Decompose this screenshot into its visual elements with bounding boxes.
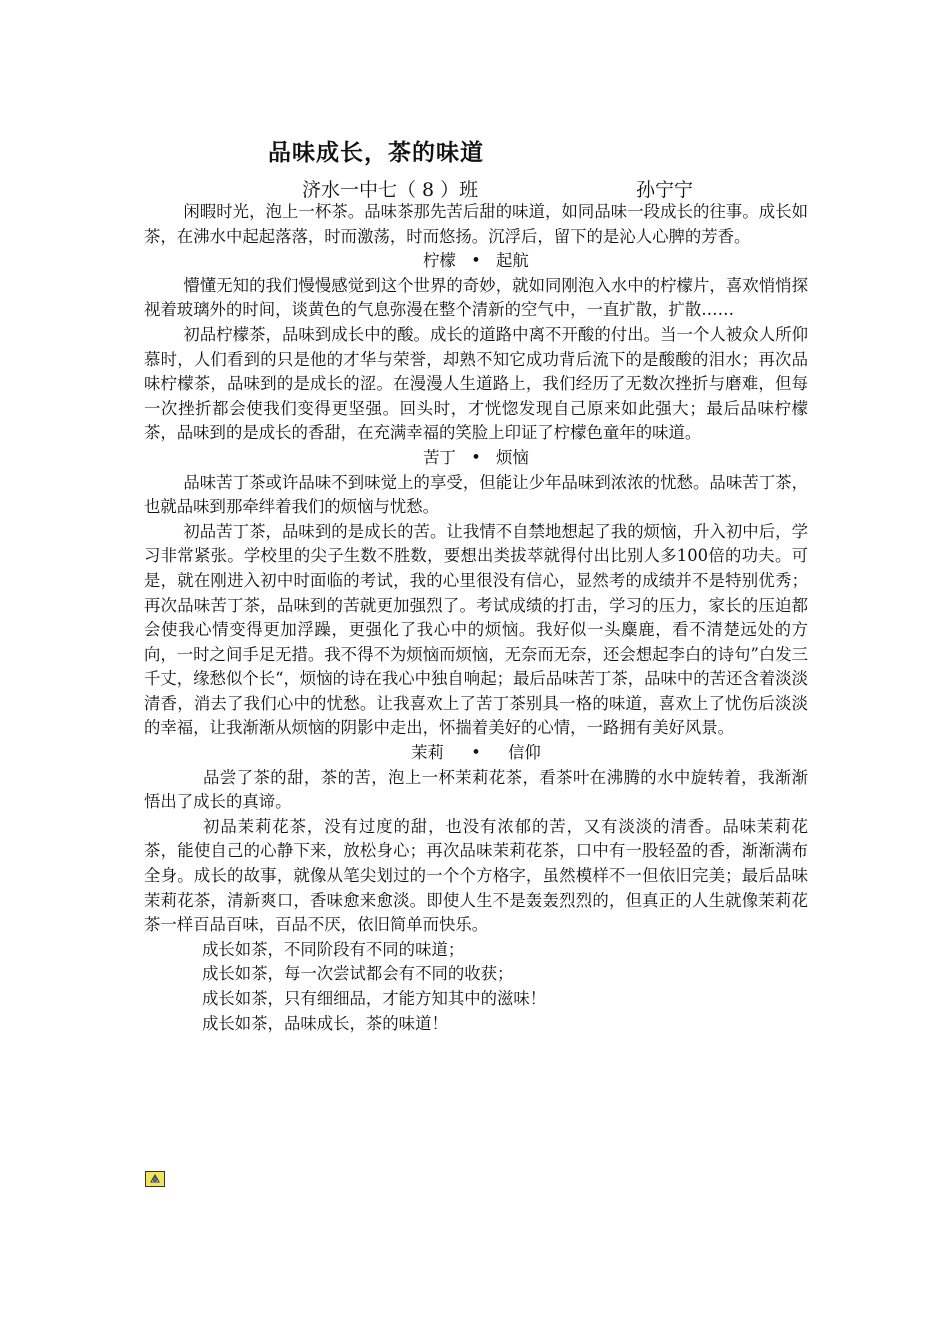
section-paragraph: 初品苦丁茶，品味到的是成长的苦。让我情不自禁地想起了我的烦恼，升入初中后，学习非常紧张。学校里的尖子生数不胜数，要想出类拔萃就得付出比别人多100倍的功夫。可是，就在刚进入初中时面临的考试，我的心里很没有信心，显然考的成绩并不是特别优秀；再次品味苦丁茶，品味到的苦就更加强烈了。考试成绩的打击，学习的压力，家长的压迫都会使我心情变得更加浮躁，更强化了我心中的烦恼。我好似一头麋鹿，看不清楚远处的方向，一时之间手足无措。我不得不为烦恼而烦恼，无奈而无奈，还会想起李白的诗句”白发三千丈，缘愁似个长“，烦恼的诗在我心中独自响起；最后品味苦丁茶，品味中的苦还含着淡淡清香，消去了我们心中的忧愁。让我喜欢上了苦丁茶别具一格的味道，喜欢上了忧伤后淡淡的幸福，让我渐渐从烦恼的阴影中走出，怀揣着美好的心情，一路拥有美好风景。 [144, 521, 809, 738]
closing-line: 成长如茶，只有细细品，才能方知其中的滋味！ [202, 989, 547, 1008]
section-heading [144, 249, 808, 274]
section-heading-left: 柠檬 [423, 251, 456, 271]
closing-line: 成长如茶，品味成长，茶的味道！ [202, 1013, 448, 1033]
section-heading-separator: • [471, 447, 481, 467]
article-body [144, 200, 808, 1036]
intro-paragraph: 闲暇时光，泡上一杯茶。品味茶那先苦后甜的味道，如同品味一段成长的往事。成长如茶，在沸水中起起落落，时而激荡，时而悠扬。沉浮后，留下的是沁人心脾的芳香。 [144, 202, 808, 246]
page-title: 品味成长，茶的味道 [268, 139, 484, 166]
embedded-object-icon[interactable] [145, 1171, 165, 1187]
section-paragraph: 初品柠檬茶，品味到成长中的酸。成长的道路中离不开酸的付出。当一个人被众人所仰慕时，人们看到的只是他的才华与荣誉，却熟不知它成功背后流下的是酸酸的泪水；再次品味柠檬茶，品味到的是成长的涩。在漫漫人生道路上，我们经历了无数次挫折与磨难，但每一次挫折都会使我们变得更坚强。回头时，才恍惚发现自己原来如此强大；最后品味柠檬茶，品味到的是成长的香甜，在充满幸福的笑脸上印证了柠檬色童年的味道。 [144, 324, 808, 443]
section-heading-right: 信仰 [508, 743, 541, 763]
closing-line: 成长如茶，不同阶段有不同的味道； [202, 939, 465, 959]
section-heading-right: 起航 [496, 251, 529, 271]
byline-author: 孙宁宁 [636, 179, 694, 201]
section-heading-separator: • [471, 743, 481, 763]
section-heading-right: 烦恼 [496, 447, 529, 467]
closing-lines [144, 938, 808, 1036]
byline-class: 济水一中七（ 8 ）班 [302, 179, 479, 201]
section-heading-separator: • [471, 251, 481, 271]
section-paragraph: 品味苦丁茶或许品味不到味觉上的享受，但能让少年品味到浓浓的忧愁。品味苦丁茶，也就品味到那牵绊着我们的烦恼与忧愁。 [144, 472, 808, 517]
section-paragraph: 懵懂无知的我们慢慢感觉到这个世界的奇妙，就如同刚泡入水中的柠檬片，喜欢悄悄探视着玻璃外的时间，谈黄色的气息弥漫在整个清新的空气中，一直扩散，扩散…… [144, 275, 808, 320]
section-heading [144, 446, 808, 471]
section-heading [144, 741, 808, 766]
section-paragraph: 初品茉莉花茶，没有过度的甜，也没有浓郁的苦，又有淡淡的清香。品味茉莉花茶，能使自己的心静下来，放松身心；再次品味茉莉花茶，口中有一股轻盈的香，渐渐满布全身。成长的故事，就像从笔尖划过的一个个方格字，虽然模样不一但依旧完美；最后品味茉莉花茶，清新爽口，香味愈来愈淡。即使人生不是轰轰烈烈的，但真正的人生就像茉莉花茶一样百品百味，百品不厌，依旧简单而快乐。 [144, 816, 808, 935]
section-heading-left: 苦丁 [423, 447, 456, 467]
section-heading-left: 茉莉 [411, 743, 444, 763]
section-paragraph: 品尝了茶的甜，茶的苦，泡上一杯茉莉花茶，看茶叶在沸腾的水中旋转着，我渐渐悟出了成长的真谛。 [144, 767, 808, 812]
closing-line: 成长如茶，每一次尝试都会有不同的收获； [202, 964, 514, 984]
